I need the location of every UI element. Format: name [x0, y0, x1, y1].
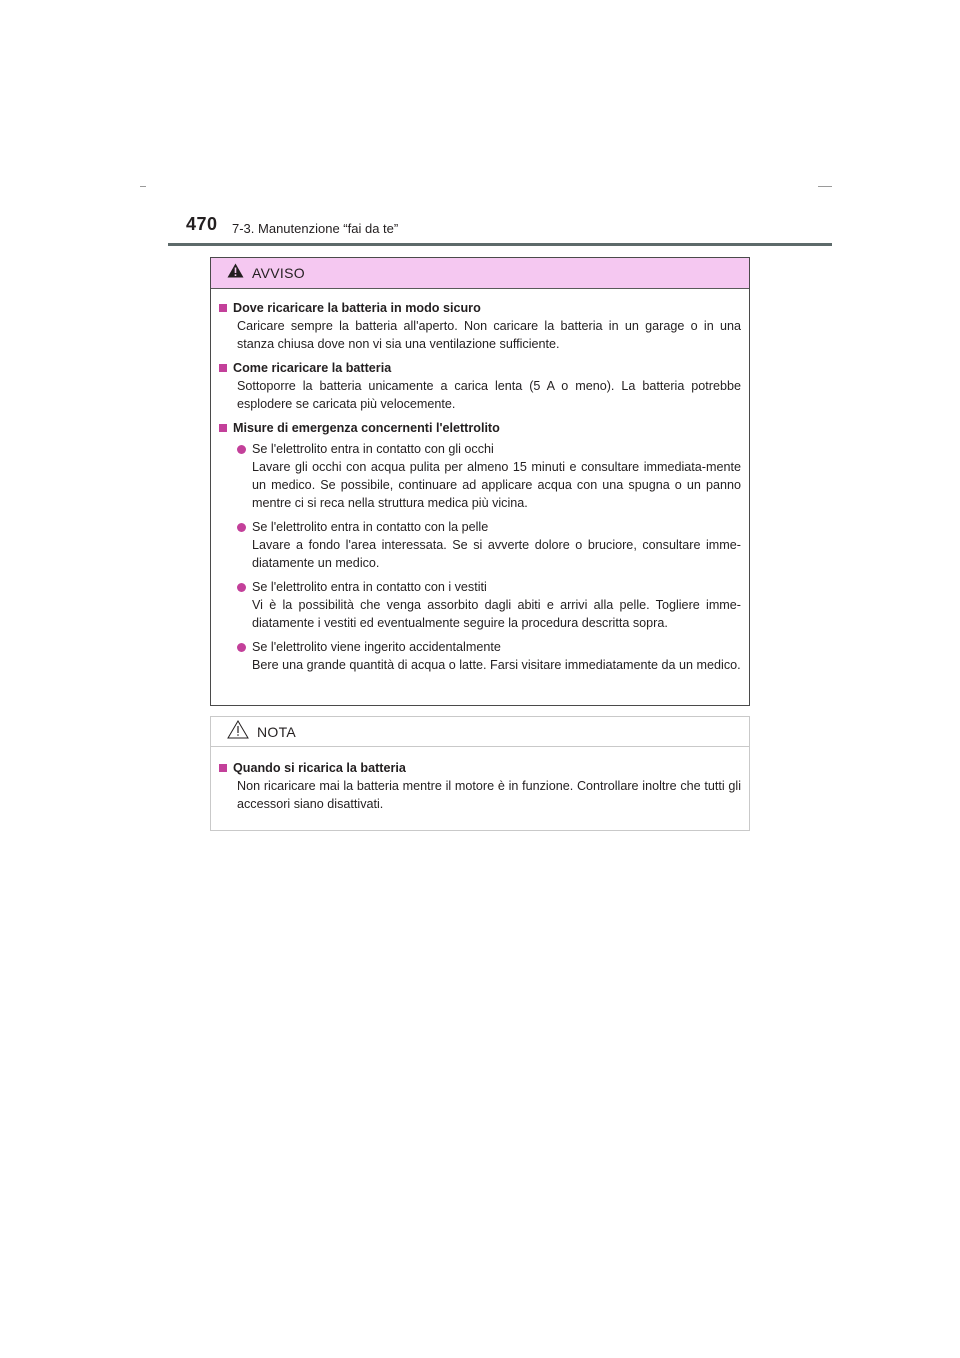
dot-bullet-icon: [237, 583, 246, 592]
warning-box: [210, 257, 750, 706]
crop-mark-right: [818, 186, 832, 187]
sub-item-text: Bere una grande quantità di acqua o latte. Farsi visitare immediatamente da un medico.: [252, 658, 741, 672]
sub-item-text: Lavare gli occhi con acqua pulita per almeno 15 minuti e consultare immediata-mente un medico. Se possibile, continuare ad applicare acqua con una spugna o un panno mentre ci si reca nella struttura medica più vicina.: [252, 460, 741, 510]
item-heading: Quando si ricarica la batteria: [233, 761, 406, 775]
sub-item-title: Se l'elettrolito entra in contatto con la pelle: [252, 520, 489, 534]
square-bullet-icon: [219, 364, 227, 372]
item-heading: Come ricaricare la batteria: [233, 361, 392, 375]
sub-item: [219, 518, 741, 572]
sub-item-text: Lavare a fondo l'area interessata. Se si avverte dolore o bruciore, consultare imme-diatamente un medico.: [252, 538, 741, 570]
warning-triangle-filled-icon: [227, 263, 244, 283]
square-bullet-icon: [219, 424, 227, 432]
item-text: Caricare sempre la batteria all'aperto. Non caricare la batteria in un garage o in una stanza chiusa dove non vi sia una ventilazione sufficiente.: [237, 319, 741, 351]
note-title: NOTA: [257, 723, 297, 740]
section-title: 7-3. Manutenzione “fai da te”: [232, 221, 399, 236]
warning-body: [211, 289, 749, 674]
sub-item-title: Se l'elettrolito viene ingerito accidentalmente: [252, 640, 501, 654]
note-box: [210, 716, 750, 831]
sub-item: [219, 578, 741, 632]
dot-bullet-icon: [237, 445, 246, 454]
sub-item-text: Vi è la possibilità che venga assorbito dagli abiti e arrivi alla pelle. Togliere imme-diatamente i vestiti ed eventualmente seguire la procedura descritta sopra.: [252, 598, 741, 630]
warning-item: [219, 299, 741, 353]
note-body: [211, 747, 749, 813]
item-text: Sottoporre la batteria unicamente a carica lenta (5 A o meno). La batteria potrebbe esplodere se caricata più velocemente.: [237, 379, 741, 411]
warning-title: AVVISO: [252, 265, 305, 281]
header-rule: [168, 243, 832, 246]
page-number: 470: [186, 214, 218, 234]
caution-triangle-outline-icon: [227, 720, 249, 744]
sub-item: [219, 638, 741, 674]
square-bullet-icon: [219, 764, 227, 772]
item-heading: Misure di emergenza concernenti l'elettrolito: [233, 421, 500, 435]
dot-bullet-icon: [237, 523, 246, 532]
item-heading: Dove ricaricare la batteria in modo sicuro: [233, 301, 481, 315]
square-bullet-icon: [219, 304, 227, 312]
sub-item-title: Se l'elettrolito entra in contatto con i vestiti: [252, 580, 487, 594]
warning-item: [219, 359, 741, 413]
note-item: [219, 759, 741, 813]
sub-item: [219, 440, 741, 512]
crop-mark-left: [140, 186, 146, 187]
item-text: Non ricaricare mai la batteria mentre il motore è in funzione. Controllare inoltre che tutti gli accessori siano disattivati.: [237, 779, 741, 811]
sub-item-title: Se l'elettrolito entra in contatto con gli occhi: [252, 442, 494, 456]
note-header: [211, 717, 749, 747]
warning-header: [211, 258, 749, 289]
warning-item: [219, 419, 741, 674]
dot-bullet-icon: [237, 643, 246, 652]
